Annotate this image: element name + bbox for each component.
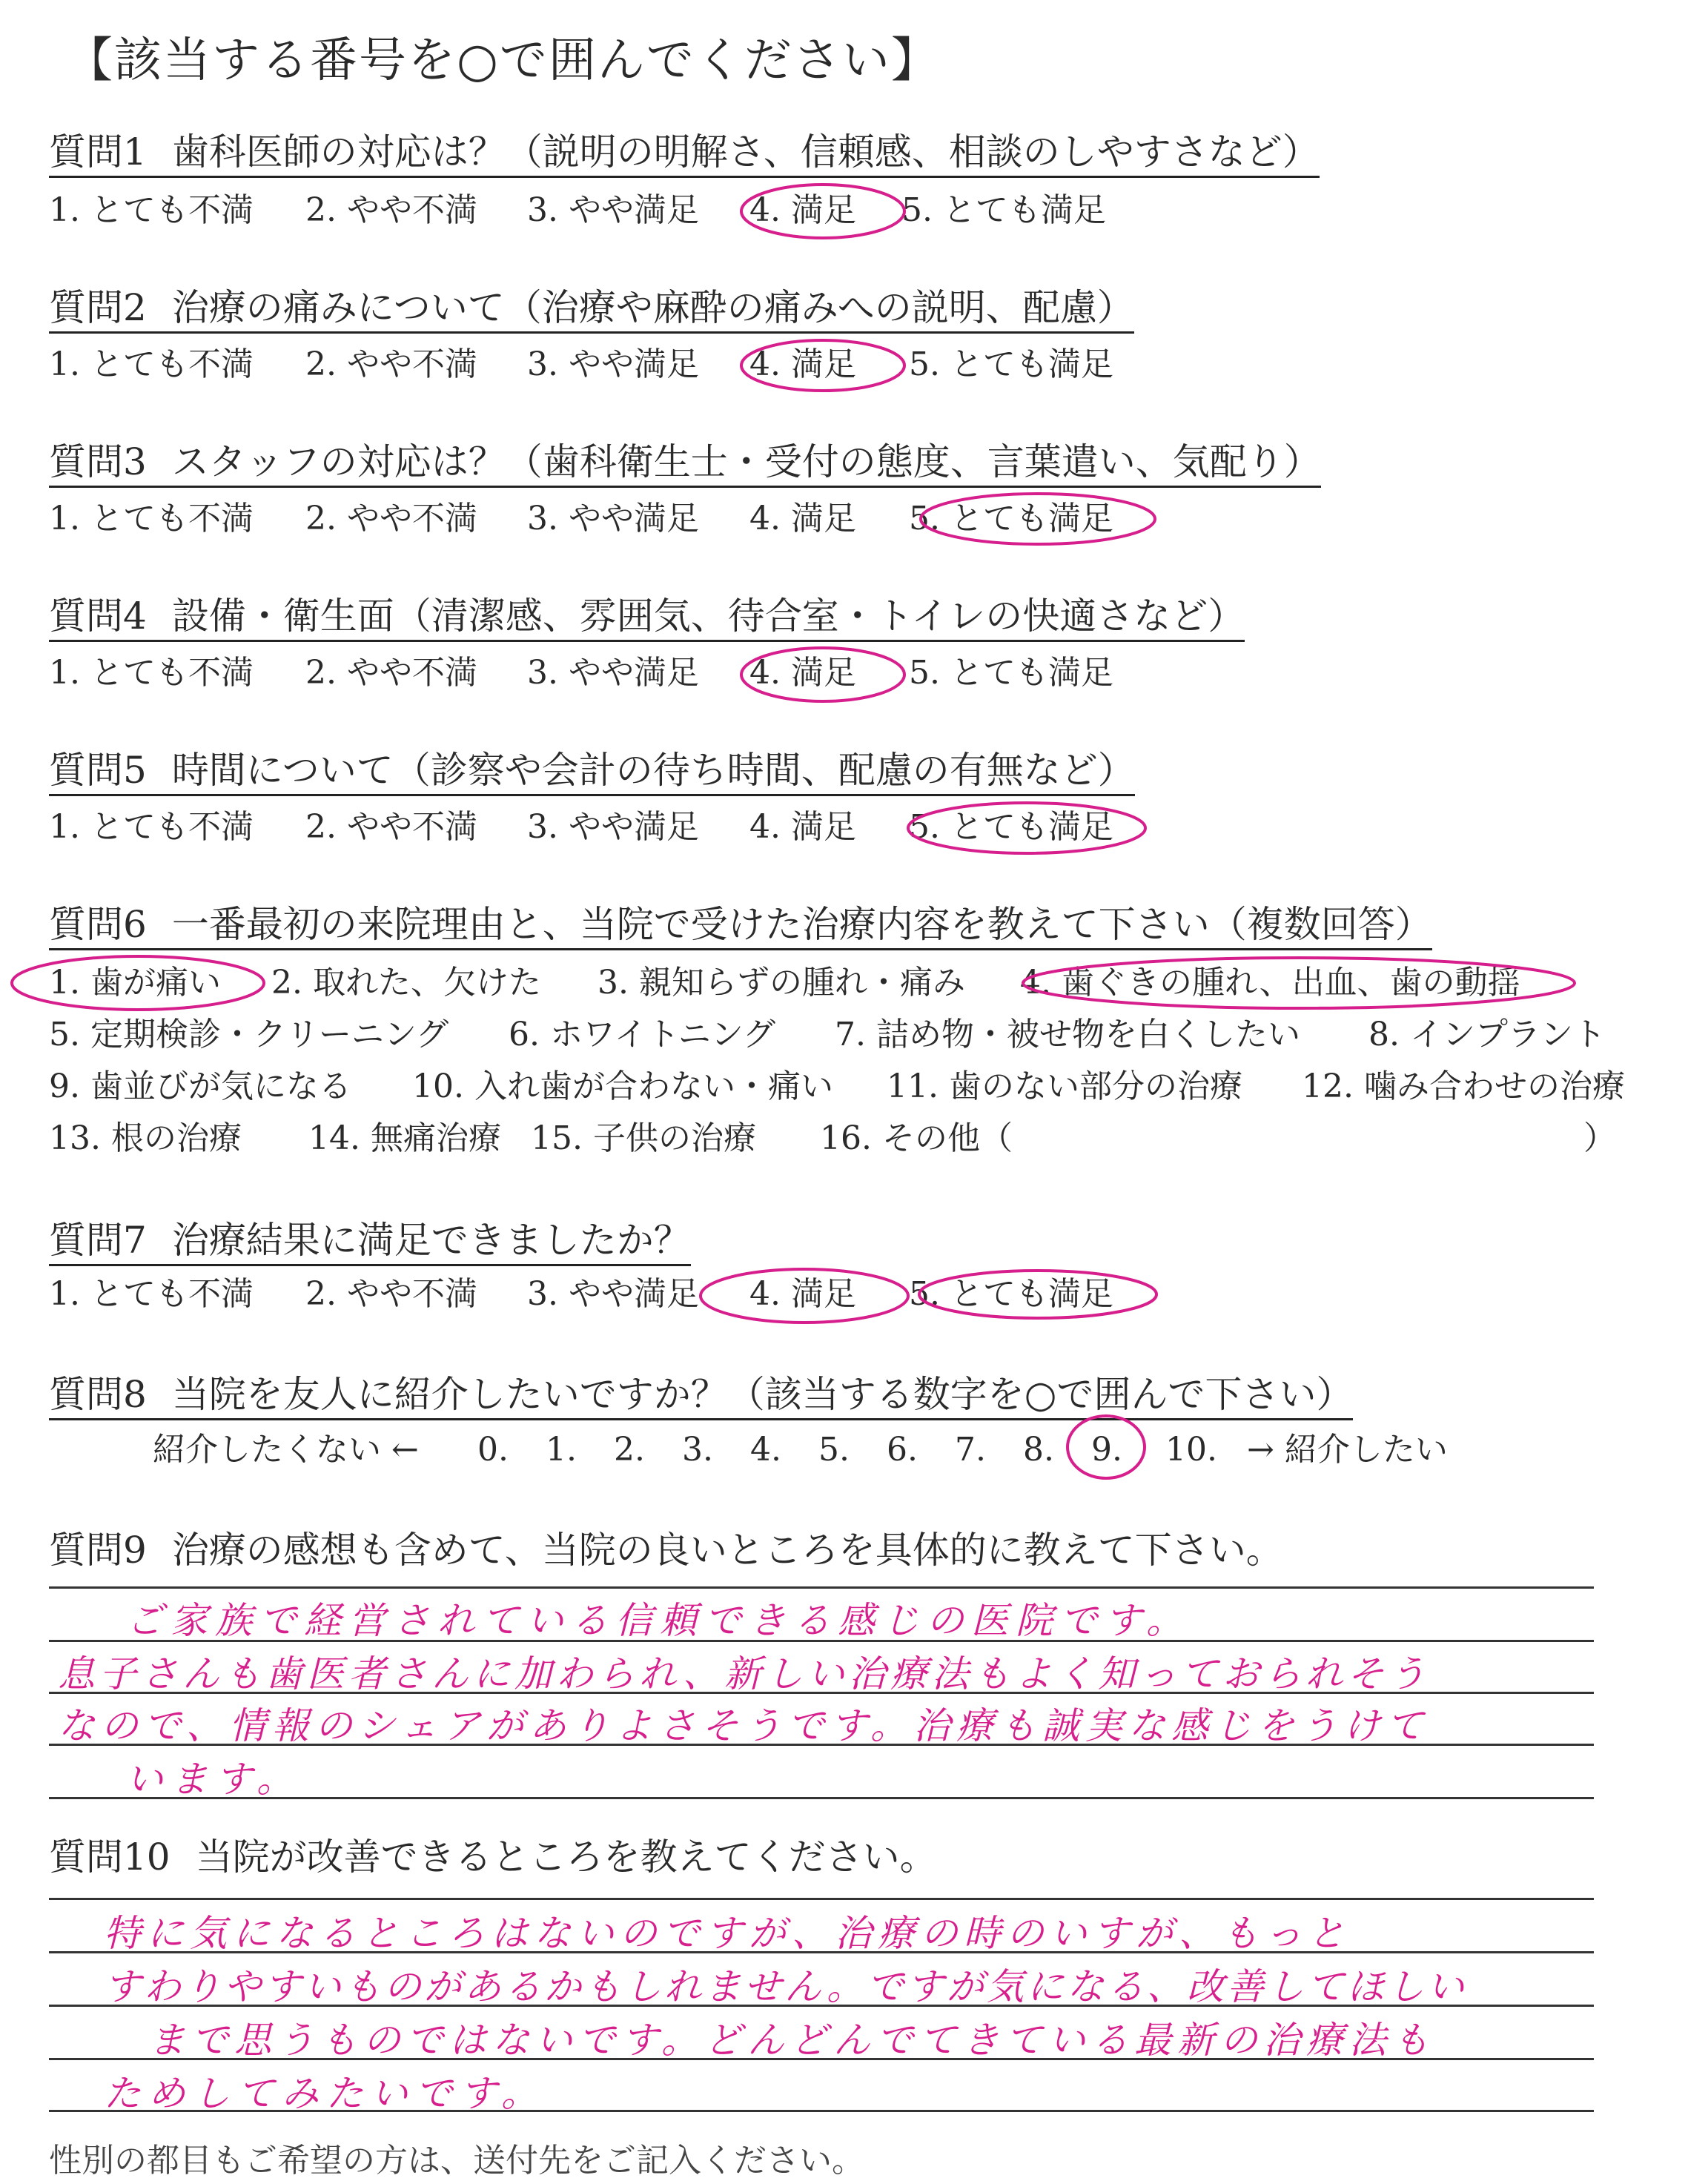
- question-2-heading: [49, 288, 1134, 334]
- q6-option-14[interactable]: 14. 無痛治療: [308, 1119, 501, 1157]
- scale-9[interactable]: 9.: [1091, 1431, 1122, 1469]
- scale-5[interactable]: 5.: [818, 1431, 850, 1469]
- q6-option-6[interactable]: 6. ホワイトニング: [509, 1016, 776, 1053]
- question-2-number: 質問2: [49, 286, 147, 329]
- q6-option-2[interactable]: 2. 取れた、欠けた: [271, 964, 541, 1002]
- answer-line: [49, 1898, 1594, 1900]
- question-10-text: 当院が改善できるところを教えてください。: [195, 1836, 937, 1879]
- answer-line: [49, 1586, 1594, 1589]
- q6-option-16[interactable]: 16. その他（: [820, 1119, 1013, 1157]
- question-4-text: 設備・衛生面（清潔感、雰囲気、待合室・トイレの快適さなど）: [171, 595, 1245, 638]
- q7-option-3[interactable]: 3. やや満足: [527, 1275, 699, 1313]
- question-5-text: 時間について（診察や会計の待ち時間、配慮の有無など）: [171, 749, 1135, 792]
- q3-option-3[interactable]: 3. やや満足: [527, 500, 699, 537]
- question-4-heading: [49, 596, 1245, 642]
- q10-answer-line-2: すわりやすいものがあるかもしれません。ですが気になる、改善してほしい: [104, 1965, 1467, 2008]
- q10-answer-line-1: 特に気になるところはないのですが、治療の時のいすが、もっと: [104, 1912, 1351, 1955]
- q1-option-1[interactable]: 1. とても不満: [49, 191, 254, 229]
- q5-option-3[interactable]: 3. やや満足: [527, 808, 699, 846]
- q6-option-5[interactable]: 5. 定期検診・クリーニング: [49, 1016, 449, 1053]
- question-8-text: 当院を友人に紹介したいですか？（該当する数字を○で囲んで下さい）: [171, 1373, 1354, 1416]
- scale-right-label: → 紹介したい: [1247, 1431, 1448, 1469]
- q3-option-1[interactable]: 1. とても不満: [49, 500, 254, 537]
- scale-left-label: 紹介したくない ←: [153, 1431, 419, 1469]
- q2-option-4[interactable]: 4. 満足: [749, 345, 856, 383]
- scale-3[interactable]: 3.: [682, 1431, 713, 1469]
- q6-option-4[interactable]: 4. 歯ぐきの腫れ、出血、歯の動揺: [1020, 964, 1520, 1002]
- q6-option-8[interactable]: 8. インプラント: [1368, 1016, 1606, 1053]
- q2-option-3[interactable]: 3. やや満足: [527, 345, 699, 383]
- footer-cut-text: 性別の都目もご希望の方は、送付先をご記入ください。: [49, 2142, 864, 2180]
- question-7-heading: [49, 1220, 691, 1266]
- q1-option-4[interactable]: 4. 満足: [749, 191, 856, 229]
- q9-answer-line-2: 息子さんも歯医者さんに加わられ、新しい治療法もよく知っておられそう: [58, 1652, 1430, 1695]
- q5-option-5[interactable]: 5. とても満足: [909, 808, 1113, 846]
- q10-answer-line-3: まで思うものではないです。どんどんでてきている最新の治療法も: [148, 2019, 1435, 2062]
- question-6-number: 質問6: [49, 903, 147, 946]
- question-9-text: 治療の感想も含めて、当院の良いところを具体的に教えて下さい。: [171, 1529, 1283, 1572]
- question-1-heading: [49, 132, 1320, 178]
- q9-answer-line-4: います。: [126, 1758, 301, 1801]
- question-8-number: 質問8: [49, 1373, 147, 1416]
- scale-8[interactable]: 8.: [1023, 1431, 1054, 1469]
- q6-option-10[interactable]: 10. 入れ歯が合わない・痛い: [412, 1068, 833, 1105]
- scale-6[interactable]: 6.: [887, 1431, 918, 1469]
- question-1-number: 質問1: [49, 130, 147, 173]
- question-7-text: 治療結果に満足できましたか？: [171, 1219, 691, 1262]
- q6-option-9[interactable]: 9. 歯並びが気になる: [49, 1068, 351, 1105]
- q7-option-4[interactable]: 4. 満足: [749, 1275, 856, 1313]
- q2-option-2[interactable]: 2. やや不満: [305, 345, 477, 383]
- question-3-heading: [49, 442, 1321, 488]
- scale-10[interactable]: 10.: [1165, 1431, 1217, 1469]
- q7-option-2[interactable]: 2. やや不満: [305, 1275, 477, 1313]
- q2-option-5[interactable]: 5. とても満足: [909, 345, 1113, 383]
- q7-option-5[interactable]: 5. とても満足: [909, 1275, 1113, 1313]
- q1-option-3[interactable]: 3. やや満足: [527, 191, 699, 229]
- question-5-heading: [49, 750, 1135, 796]
- q9-answer-line-1: ご家族で経営されている信頼できる感じの医院です。: [126, 1599, 1191, 1642]
- q6-option-11[interactable]: 11. 歯のない部分の治療: [887, 1068, 1242, 1105]
- q5-option-4[interactable]: 4. 満足: [749, 808, 856, 846]
- q4-option-4[interactable]: 4. 満足: [749, 654, 856, 692]
- question-5-number: 質問5: [49, 749, 147, 792]
- q6-option-3[interactable]: 3. 親知らずの腫れ・痛み: [598, 964, 965, 1002]
- q4-option-5[interactable]: 5. とても満足: [909, 654, 1113, 692]
- question-10-heading: [49, 1837, 937, 1878]
- scale-0[interactable]: 0.: [477, 1431, 509, 1469]
- question-1-text: 歯科医師の対応は？（説明の明解さ、信頼感、相談のしやすさなど）: [171, 130, 1320, 173]
- question-7-number: 質問7: [49, 1219, 147, 1262]
- question-3-text: スタッフの対応は？（歯科衛生士・受付の態度、言葉遣い、気配り）: [171, 440, 1321, 483]
- question-6-text: 一番最初の来院理由と、当院で受けた治療内容を教えて下さい（複数回答）: [171, 903, 1432, 946]
- q3-option-2[interactable]: 2. やや不満: [305, 500, 477, 537]
- question-2-text: 治療の痛みについて（治療や麻酔の痛みへの説明、配慮）: [171, 286, 1134, 329]
- scale-7[interactable]: 7.: [955, 1431, 986, 1469]
- q3-option-5[interactable]: 5. とても満足: [909, 500, 1113, 537]
- q7-option-1[interactable]: 1. とても不満: [49, 1275, 254, 1313]
- q6-option-13[interactable]: 13. 根の治療: [49, 1119, 242, 1157]
- q1-option-5[interactable]: 5. とても満足: [901, 191, 1106, 229]
- question-9-heading: [49, 1530, 1283, 1571]
- q6-option-15[interactable]: 15. 子供の治療: [531, 1119, 756, 1157]
- page-title: 【該当する番号を○で囲んでください】: [65, 33, 940, 88]
- q4-option-2[interactable]: 2. やや不満: [305, 654, 477, 692]
- question-6-heading: [49, 904, 1432, 950]
- scale-1[interactable]: 1.: [546, 1431, 577, 1469]
- q3-option-4[interactable]: 4. 満足: [749, 500, 856, 537]
- scale-4[interactable]: 4.: [750, 1431, 781, 1469]
- question-10-number: 質問10: [49, 1836, 171, 1879]
- question-4-number: 質問4: [49, 595, 147, 638]
- q6-option-7[interactable]: 7. 詰め物・被せ物を白くしたい: [835, 1016, 1300, 1053]
- scale-2[interactable]: 2.: [614, 1431, 645, 1469]
- q2-option-1[interactable]: 1. とても不満: [49, 345, 254, 383]
- q4-option-1[interactable]: 1. とても不満: [49, 654, 254, 692]
- q6-option-1[interactable]: 1. 歯が痛い: [49, 964, 221, 1002]
- question-9-number: 質問9: [49, 1529, 147, 1572]
- q6-option-12[interactable]: 12. 噛み合わせの治療: [1302, 1068, 1625, 1105]
- q1-option-2[interactable]: 2. やや不満: [305, 191, 477, 229]
- q5-option-1[interactable]: 1. とても不満: [49, 808, 254, 846]
- q5-option-2[interactable]: 2. やや不満: [305, 808, 477, 846]
- q10-answer-line-4: ためしてみたいです。: [104, 2072, 546, 2115]
- q6-option-16-close: ）: [1583, 1119, 1616, 1157]
- question-3-number: 質問3: [49, 440, 147, 483]
- q9-answer-line-3: なので、情報のシェアがありよさそうです。治療も誠実な感じをうけて: [58, 1704, 1429, 1747]
- question-8-heading: [49, 1374, 1353, 1420]
- q4-option-3[interactable]: 3. やや満足: [527, 654, 699, 692]
